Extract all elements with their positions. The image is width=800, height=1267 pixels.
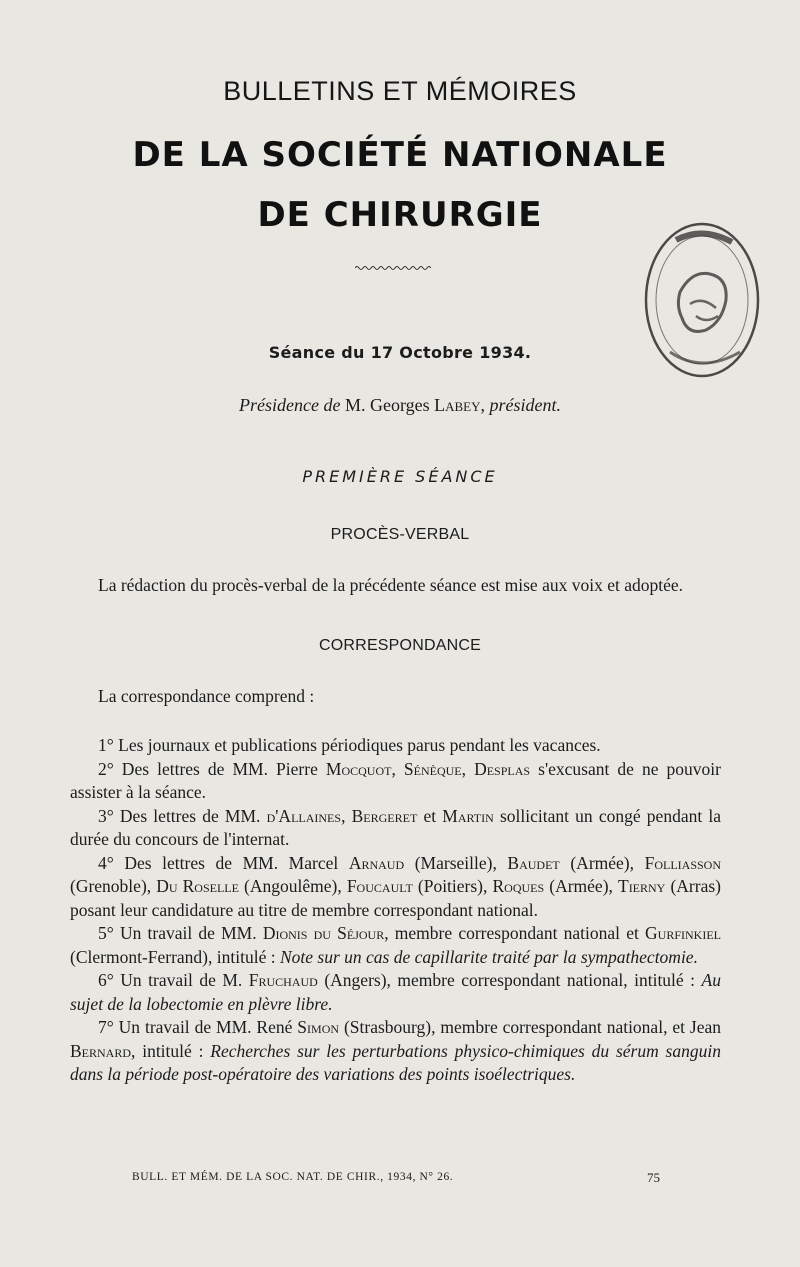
correspondance-list	[70, 734, 721, 1087]
item-name: Dionis du Séjour	[262, 923, 385, 943]
list-item	[70, 734, 721, 758]
journal-title-line1: BULLETINS ET MÉMOIRES	[223, 76, 577, 106]
item-text: 2° Des lettres de MM. Pierre	[98, 758, 326, 779]
item-text: (Armée),	[544, 876, 618, 896]
presidency-line: Présidence de M. Georges Labey, président.	[239, 395, 561, 415]
decorative-wave-divider	[355, 264, 431, 272]
item-name: Bergeret	[351, 805, 418, 826]
list-item	[70, 852, 721, 923]
item-title: Recherches sur les perturbations physico-chimiques du sérum sanguin dans la période post-opératoire des variations des points isoélectriques.	[70, 1040, 721, 1084]
item-text: sollicitant un congé pendant la durée du concours de l'internat.	[70, 805, 721, 849]
item-text: , membre correspondant national et	[384, 923, 646, 943]
journal-title-line2: DE LA SOCIÉTÉ NATIONALE	[132, 135, 668, 175]
item-text: 6° Un travail de M.	[98, 970, 249, 990]
item-text: (Clermont-Ferrand), intitulé :	[70, 946, 280, 967]
president-first-name: M. Georges	[344, 395, 430, 415]
item-text: (Arras) posant leur candidature au titre de membre correspondant national.	[70, 876, 721, 920]
item-text: 1° Les journaux et publications périodiques parus pendant les vacances.	[98, 735, 601, 755]
item-name: Arnaud	[348, 852, 405, 873]
session-date: Séance du 17 Octobre 1934.	[268, 343, 532, 362]
item-name: Foucault	[346, 876, 413, 896]
page-number: 75	[647, 1170, 660, 1185]
item-text: (Poitiers),	[412, 876, 493, 896]
list-item	[70, 758, 721, 805]
item-name: Simon	[297, 1017, 340, 1037]
item-text: (Angers), membre correspondant national, intitulé :	[317, 970, 702, 990]
item-text: (Angoulême),	[238, 876, 347, 896]
correspondance-heading: CORRESPONDANCE	[319, 637, 481, 654]
president-surname: Labey	[434, 395, 481, 415]
item-text: (Grenoble),	[70, 876, 157, 896]
item-text: 3° Des lettres de MM.	[98, 805, 267, 826]
item-name: Fruchaud	[248, 970, 318, 990]
list-item	[70, 922, 721, 969]
item-name: Sénèque	[403, 758, 462, 779]
proces-verbal-heading: PROCÈS-VERBAL	[330, 526, 470, 543]
journal-title-line3: DE CHIRURGIE	[257, 195, 543, 235]
library-stamp	[636, 212, 764, 390]
list-item	[70, 969, 721, 1016]
first-session-heading: PREMIÈRE SÉANCE	[302, 467, 498, 486]
item-name: Mocquot	[325, 758, 392, 779]
item-text: ,	[391, 758, 404, 779]
item-text: s'excusant de ne pouvoir assister à la séance.	[70, 758, 721, 802]
item-name: Roques	[492, 876, 545, 896]
item-text: ,	[461, 758, 475, 779]
proces-verbal-text: La rédaction du procès-verbal de la précédente séance est mise aux voix et adoptée.	[98, 575, 684, 595]
journal-citation-footer: BULL. ET MÉM. DE LA SOC. NAT. DE CHIR., 1934, N° 26.	[132, 1171, 454, 1183]
item-text: 4° Des lettres de MM. Marcel	[98, 852, 349, 873]
correspondance-intro: La correspondance comprend :	[98, 686, 315, 706]
item-text: et	[417, 805, 443, 826]
item-name: Desplas	[474, 758, 531, 779]
item-text: (Strasbourg), membre correspondant national, et Jean	[339, 1017, 721, 1037]
list-item	[70, 1016, 721, 1087]
item-text: , intitulé :	[131, 1040, 211, 1061]
item-title: Au sujet de la lobectomie en plèvre libre.	[70, 970, 721, 1014]
item-name: Martin	[442, 805, 494, 826]
list-item	[70, 805, 721, 852]
item-name: Du Roselle	[156, 876, 239, 896]
item-text: ,	[341, 805, 352, 826]
item-name: d'Allaines	[266, 805, 342, 826]
item-name: Tierny	[618, 876, 666, 896]
item-name: Bernard	[70, 1040, 132, 1061]
item-name: Baudet	[507, 852, 560, 873]
item-text: (Armée),	[559, 852, 645, 873]
presidency-prefix: Présidence de	[239, 395, 341, 415]
item-title: Note sur un cas de capillarite traité par la sympathectomie.	[279, 946, 698, 967]
item-text: (Marseille),	[404, 852, 508, 873]
item-text: 5° Un travail de MM.	[98, 923, 263, 943]
presidency-suffix: président.	[489, 395, 561, 415]
item-text: 7° Un travail de MM. René	[98, 1017, 298, 1037]
item-name: Folliasson	[644, 852, 721, 873]
item-name: Gurfinkiel	[645, 923, 721, 943]
